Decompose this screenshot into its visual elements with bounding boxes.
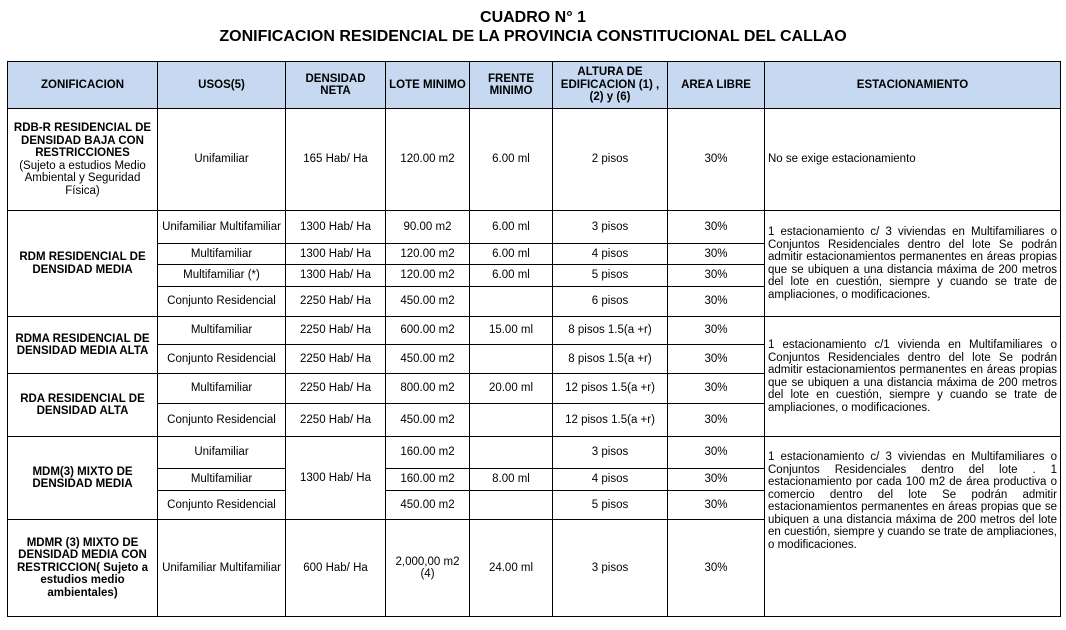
uso-cell: Multifamiliar (*)	[158, 265, 286, 287]
altura-cell: 5 pisos	[553, 491, 668, 520]
zone-name: RDB-R RESIDENCIAL DE DENSIDAD BAJA CON RESTRICCIONES	[13, 122, 152, 159]
uso-cell: Conjunto Residencial	[158, 491, 286, 520]
zoning-table	[7, 61, 1061, 617]
table-row	[8, 437, 1061, 469]
altura-cell: 3 pisos	[553, 520, 668, 617]
altura-cell: 4 pisos	[553, 469, 668, 491]
frente-cell	[470, 437, 553, 469]
lote-cell: 120.00 m2	[386, 244, 470, 265]
altura-cell: 2 pisos	[553, 109, 668, 211]
altura-cell: 12 pisos 1.5(a +r)	[553, 374, 668, 404]
header-row	[8, 62, 1061, 109]
densidad-cell: 165 Hab/ Ha	[286, 109, 386, 211]
uso-cell: Unifamiliar	[158, 437, 286, 469]
estacionamiento-cell: 1 estacionamiento c/1 vivienda en Multifamiliares o Conjuntos Residenciales dentro del lote Se podrán admitir estacionamientos permanentes en áreas propias que se ubiquen a una distancia máxima de 200 metros del lote en cuestión, siempre y cuando se trate de ampliaciones, o modificaciones.	[765, 317, 1061, 437]
uso-cell: Conjunto Residencial	[158, 287, 286, 317]
zone-note: (Sujeto a estudios Medio Ambiental y Seguridad Física)	[19, 159, 146, 197]
lote-cell: 600.00 m2	[386, 317, 470, 345]
densidad-cell: 2250 Hab/ Ha	[286, 287, 386, 317]
lote-cell: 800.00 m2	[386, 374, 470, 404]
altura-cell: 8 pisos 1.5(a +r)	[553, 317, 668, 345]
frente-cell: 6.00 ml	[470, 265, 553, 287]
zone-cell: MDM(3) MIXTO DE DENSIDAD MEDIA	[8, 437, 158, 520]
densidad-cell: 1300 Hab/ Ha	[286, 211, 386, 244]
header-altura: ALTURA DE EDIFICACION (1) , (2) y (6)	[553, 62, 668, 109]
zone-cell	[8, 109, 158, 211]
altura-cell: 6 pisos	[553, 287, 668, 317]
area-cell: 30%	[668, 211, 765, 244]
area-cell: 30%	[668, 404, 765, 437]
frente-cell	[470, 491, 553, 520]
zone-cell: RDM RESIDENCIAL DE DENSIDAD MEDIA	[8, 211, 158, 317]
frente-cell: 6.00 ml	[470, 211, 553, 244]
lote-cell: 450.00 m2	[386, 491, 470, 520]
frente-cell	[470, 287, 553, 317]
altura-cell: 12 pisos 1.5(a +r)	[553, 404, 668, 437]
estacionamiento-cell: 1 estacionamiento c/ 3 viviendas en Multifamiliares o Conjuntos Residenciales dentro del lote . 1 estacionamiento por cada 100 m2 de área productiva o comercio dentro del lote Se podrán admitir estacionamientos permanentes en áreas propias que se ubiquen a una distancia máxima de 200 metros del lote en cuestión, siempre y cuando se trate de ampliaciones, o modificaciones.	[765, 437, 1061, 617]
lote-cell: 450.00 m2	[386, 404, 470, 437]
uso-cell: Conjunto Residencial	[158, 345, 286, 374]
uso-cell: Conjunto Residencial	[158, 404, 286, 437]
frente-cell: 15.00 ml	[470, 317, 553, 345]
frente-cell: 20.00 ml	[470, 374, 553, 404]
frente-cell	[470, 345, 553, 374]
header-area: AREA LIBRE	[668, 62, 765, 109]
area-cell: 30%	[668, 469, 765, 491]
area-cell: 30%	[668, 287, 765, 317]
frente-cell: 6.00 ml	[470, 109, 553, 211]
densidad-cell: 1300 Hab/ Ha	[286, 437, 386, 520]
header-estacionamiento: ESTACIONAMIENTO	[765, 62, 1061, 109]
area-cell: 30%	[668, 265, 765, 287]
lote-cell: 450.00 m2	[386, 345, 470, 374]
lote-cell: 2,000,00 m2 (4)	[386, 520, 470, 617]
densidad-cell: 1300 Hab/ Ha	[286, 244, 386, 265]
lote-cell: 90.00 m2	[386, 211, 470, 244]
table-row	[8, 109, 1061, 211]
lote-cell: 160.00 m2	[386, 469, 470, 491]
estacionamiento-cell: 1 estacionamiento c/ 3 viviendas en Multifamiliares o Conjuntos Residenciales dentro del lote Se podrán admitir estacionamientos permanentes en áreas propias que se ubiquen a una distancia máxima de 200 metros del lote en cuestión, siempre y cuando se trate de ampliaciones, o modificaciones.	[765, 211, 1061, 317]
densidad-cell: 2250 Hab/ Ha	[286, 404, 386, 437]
frente-cell: 6.00 ml	[470, 244, 553, 265]
zone-cell: MDMR (3) MIXTO DE DENSIDAD MEDIA CON RESTRICCION( Sujeto a estudios medio ambientales)	[8, 520, 158, 617]
altura-cell: 5 pisos	[553, 265, 668, 287]
frente-cell: 8.00 ml	[470, 469, 553, 491]
altura-cell: 8 pisos 1.5(a +r)	[553, 345, 668, 374]
header-usos: USOS(5)	[158, 62, 286, 109]
densidad-cell: 1300 Hab/ Ha	[286, 265, 386, 287]
lote-cell: 160.00 m2	[386, 437, 470, 469]
uso-cell: Unifamiliar Multifamiliar	[158, 520, 286, 617]
densidad-cell: 2250 Hab/ Ha	[286, 317, 386, 345]
uso-cell: Unifamiliar Multifamiliar	[158, 211, 286, 244]
altura-cell: 4 pisos	[553, 244, 668, 265]
area-cell: 30%	[668, 109, 765, 211]
area-cell: 30%	[668, 491, 765, 520]
header-frente: FRENTE MINIMO	[470, 62, 553, 109]
uso-cell: Multifamiliar	[158, 317, 286, 345]
table-row	[8, 211, 1061, 244]
uso-cell: Unifamiliar	[158, 109, 286, 211]
zone-cell: RDMA RESIDENCIAL DE DENSIDAD MEDIA ALTA	[8, 317, 158, 374]
zone-cell: RDA RESIDENCIAL DE DENSIDAD ALTA	[8, 374, 158, 437]
densidad-cell: 600 Hab/ Ha	[286, 520, 386, 617]
altura-cell: 3 pisos	[553, 211, 668, 244]
frente-cell	[470, 404, 553, 437]
header-zonificacion: ZONIFICACION	[8, 62, 158, 109]
area-cell: 30%	[668, 244, 765, 265]
altura-cell: 3 pisos	[553, 437, 668, 469]
lote-cell: 450.00 m2	[386, 287, 470, 317]
header-densidad: DENSIDAD NETA	[286, 62, 386, 109]
frente-cell: 24.00 ml	[470, 520, 553, 617]
uso-cell: Multifamiliar	[158, 374, 286, 404]
uso-cell: Multifamiliar	[158, 469, 286, 491]
densidad-cell: 2250 Hab/ Ha	[286, 345, 386, 374]
header-lote: LOTE MINIMO	[386, 62, 470, 109]
area-cell: 30%	[668, 317, 765, 345]
area-cell: 30%	[668, 345, 765, 374]
area-cell: 30%	[668, 520, 765, 617]
densidad-cell: 2250 Hab/ Ha	[286, 374, 386, 404]
area-cell: 30%	[668, 437, 765, 469]
estacionamiento-cell: No se exige estacionamiento	[765, 109, 1061, 211]
table-row	[8, 317, 1061, 345]
uso-cell: Multifamiliar	[158, 244, 286, 265]
table-subtitle: ZONIFICACION RESIDENCIAL DE LA PROVINCIA CONSTITUCIONAL DEL CALLAO	[219, 28, 847, 45]
lote-cell: 120.00 m2	[386, 265, 470, 287]
lote-cell: 120.00 m2	[386, 109, 470, 211]
table-title: CUADRO N° 1	[480, 9, 586, 26]
area-cell: 30%	[668, 374, 765, 404]
